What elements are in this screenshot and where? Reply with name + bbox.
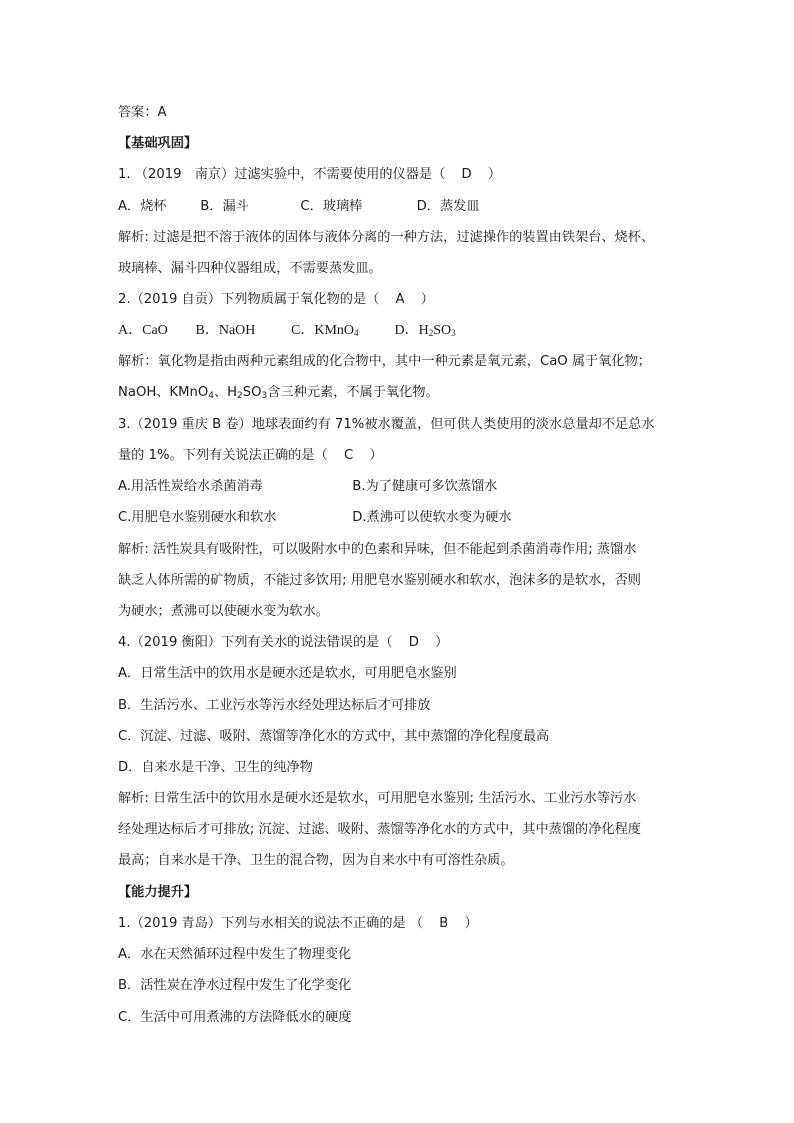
question-4-stem	[118, 634, 678, 652]
question-2-analysis-sub-3: 3	[261, 391, 268, 401]
section-heading-basic: 【基础巩固】	[118, 136, 198, 151]
ability-question-1-option-c: C．生活中可用煮沸的方法降低水的硬度	[118, 1010, 352, 1025]
question-2-option-d-text: D．H	[394, 323, 429, 338]
question-3-analysis-line-3: 为硬水；煮沸可以使硬水变为软水。	[118, 604, 329, 619]
question-4-option-d: D．自来水是干净、卫生的纯净物	[118, 760, 313, 775]
question-3-stem-line-2	[118, 447, 678, 465]
question-4-analysis-line-2: 经处理达标后才可排放; 沉淀、过滤、吸附、蒸馏等净化水的方式中，其中蒸馏的净化程度	[118, 822, 641, 837]
question-3-options-row-2	[118, 509, 678, 527]
question-3-stem-text: 量的 1%。下列有关说法正确的是（	[118, 448, 328, 463]
question-4-analysis-line-1: 解析: 日常生活中的饮用水是硬水还是软水，可用肥皂水鉴别; 生活污水、工业污水等污水	[118, 791, 637, 806]
question-2-option-d-subscript-1: 2	[428, 328, 434, 338]
question-3-option-c: C.用肥皂水鉴别硬水和软水	[118, 510, 277, 525]
question-2-option-c	[291, 322, 391, 340]
question-2-option-d-subscript-2: 3	[451, 328, 456, 338]
question-1-option-b: B．漏斗	[200, 199, 249, 214]
question-2-option-d	[395, 322, 456, 340]
ability-question-1-option-a: A．水在天然循环过程中发生了物理变化	[118, 947, 352, 962]
question-2-stem	[118, 291, 678, 309]
question-1-option-a: A．烧杯	[118, 199, 167, 214]
question-2-analysis-text-1: NaOH、KMnO	[118, 385, 209, 400]
question-1-answer: D	[461, 167, 472, 182]
question-1-stem	[118, 166, 678, 184]
question-1-stem-close: ）	[487, 167, 502, 182]
question-2-analysis-sub-1: 4	[208, 391, 214, 401]
question-2-analysis-text-4: 含三种元素，不属于氧化物。	[267, 385, 439, 400]
ability-question-1-stem-text: 1.（2019 青岛）下列与水相关的说法不正确的是 （	[118, 916, 424, 931]
question-2-option-c-text: C．KMnO	[291, 323, 355, 338]
ability-question-1-answer: B	[439, 916, 449, 931]
question-2-analysis-text-3: SO	[242, 385, 262, 400]
question-4-option-a: A．日常生活中的饮用水是硬水还是软水，可用肥皂水鉴别	[118, 666, 457, 681]
question-3-analysis-line-1: 解析: 活性炭具有吸附性，可以吸附水中的色素和异味，但不能起到杀菌消毒作用; 蒸馏水	[118, 542, 637, 557]
question-2-analysis-sub-2: 2	[237, 391, 243, 401]
question-4-option-b: B．生活污水、工业污水等污水经处理达标后才可排放	[118, 698, 431, 713]
question-2-option-d-text-mid: SO	[433, 323, 452, 338]
question-2-analysis-text-2: 、H	[213, 385, 238, 400]
question-4-stem-close: ）	[435, 635, 449, 650]
question-1-options	[118, 198, 678, 216]
ability-question-1-stem	[118, 915, 678, 933]
question-3-option-b: B.为了健康可多饮蒸馏水	[352, 479, 498, 494]
question-2-options	[118, 322, 678, 340]
question-3-analysis-line-2: 缺乏人体所需的矿物质，不能过多饮用; 用肥皂水鉴别硬水和软水，泡沫多的是软水，否则	[118, 573, 641, 588]
question-1-option-d: D．蒸发皿	[416, 199, 480, 214]
question-3-option-a: A.用活性炭给水杀菌消毒	[118, 479, 263, 494]
question-1-analysis-line-2: 玻璃棒、漏斗四种仪器组成，不需要蒸发皿。	[118, 261, 382, 276]
question-2-option-c-subscript: 4	[354, 328, 359, 338]
question-2-analysis-line-2	[118, 384, 678, 402]
question-1-analysis-line-1: 解析: 过滤是把不溶于液体的固体与液体分离的一种方法，过滤操作的装置由铁架台、烧杯、	[118, 230, 655, 245]
question-3-stem-line-1: 3.（2019 重庆 B 卷）地球表面约有 71%被水覆盖，但可供人类使用的淡水总量却不足总水	[118, 417, 655, 432]
question-3-answer: C	[343, 448, 354, 463]
question-2-stem-close: ）	[420, 292, 434, 307]
question-4-option-c: C．沉淀、过滤、吸附、蒸馏等净化水的方式中，其中蒸馏的净化程度最高	[118, 729, 550, 744]
question-1-stem-text: 1. （2019 南京）过滤实验中，不需要使用的仪器是（	[118, 167, 446, 182]
question-4-analysis-line-3: 最高；自来水是干净、卫生的混合物，因为自来水中有可溶性杂质。	[118, 853, 514, 868]
answer-line: 答案：A	[118, 105, 167, 120]
question-1-option-c: C．玻璃棒	[300, 199, 363, 214]
question-2-answer: A	[395, 292, 405, 307]
ability-question-1-stem-close: ）	[464, 916, 478, 931]
question-2-analysis-line-1: 解析：氧化物是指由两种元素组成的化合物中，其中一种元素是氧元素，CaO 属于氧化物；	[118, 354, 651, 369]
question-2-stem-text: 2.（2019 自贡）下列物质属于氧化物的是（	[118, 292, 380, 307]
question-4-answer: D	[408, 635, 419, 650]
question-3-option-d: D.煮沸可以使软水变为硬水	[352, 510, 512, 525]
question-3-options-row-1	[118, 478, 678, 496]
ability-question-1-option-b: B．活性炭在净水过程中发生了化学变化	[118, 978, 352, 993]
question-2-option-a: A．CaO	[118, 323, 168, 338]
question-4-stem-text: 4.（2019 衡阳）下列有关水的说法错误的是（	[118, 635, 393, 650]
question-2-option-b: B．NaOH	[195, 323, 256, 338]
section-heading-ability: 【能力提升】	[118, 885, 198, 900]
question-3-stem-close: ）	[369, 448, 383, 463]
